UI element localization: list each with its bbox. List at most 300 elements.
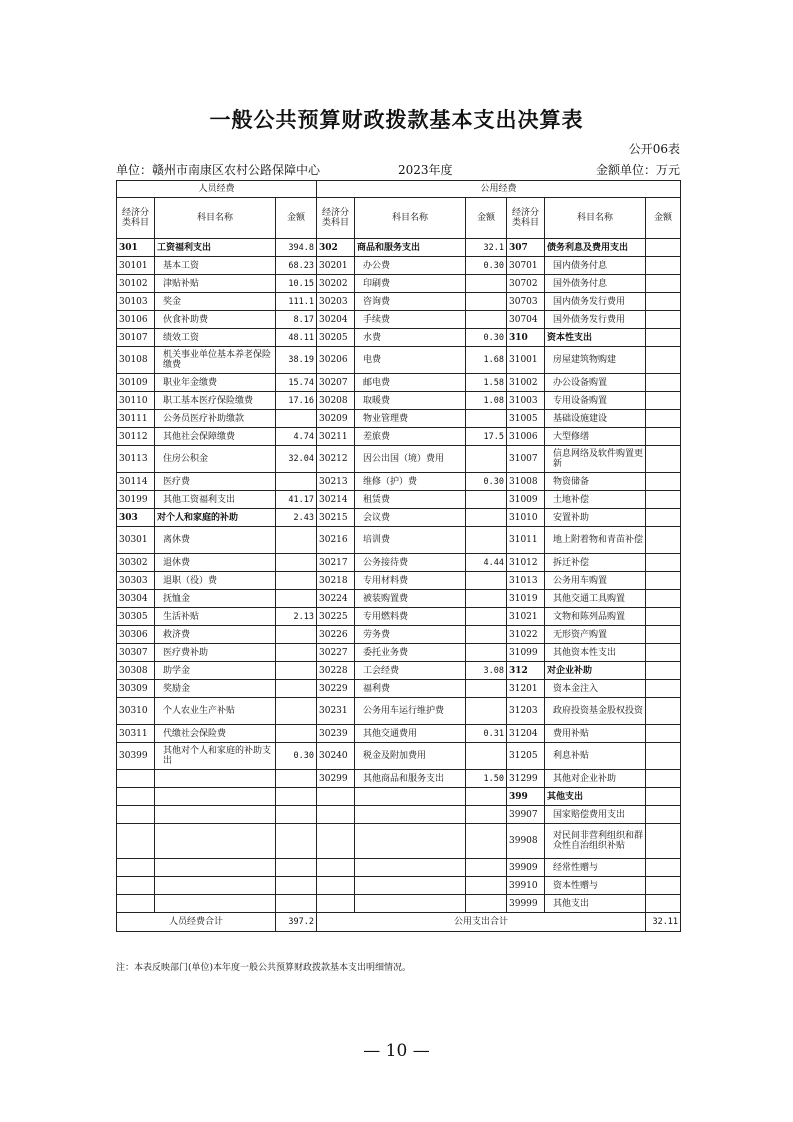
table-code: 公开06表 — [628, 142, 680, 156]
cell-name: 其他交通工具购置 — [545, 590, 646, 608]
cell-code: 31299 — [507, 770, 545, 788]
cell-amount — [466, 410, 507, 428]
table-row — [117, 428, 681, 446]
table-row — [117, 770, 681, 788]
cell-name: 国内债务付息 — [545, 257, 646, 275]
cell-amount: 0.30 — [466, 473, 507, 491]
cell-name: 公务员医疗补助缴款 — [155, 410, 276, 428]
cell-name — [155, 788, 276, 806]
cell-code: 30702 — [507, 275, 545, 293]
cell-name — [155, 770, 276, 788]
cell-name: 其他支出 — [545, 895, 646, 913]
cell-code: 30213 — [317, 473, 355, 491]
cell-amount — [276, 824, 317, 859]
cell-amount — [646, 824, 681, 859]
cell-code: 30215 — [317, 509, 355, 527]
report-year: 2023年度 — [398, 163, 453, 177]
cell-code: 30304 — [117, 590, 155, 608]
cell-amount — [646, 554, 681, 572]
cell-amount — [646, 572, 681, 590]
cell-amount — [466, 626, 507, 644]
cell-amount: 1.08 — [466, 392, 507, 410]
cell-name: 资本金注入 — [545, 680, 646, 698]
cell-code: 39907 — [507, 806, 545, 824]
table-row — [117, 626, 681, 644]
cell-amount: 17.16 — [276, 392, 317, 410]
cell-name — [155, 859, 276, 877]
cell-code: 301 — [117, 239, 155, 257]
cell-amount — [646, 293, 681, 311]
cell-name: 培训费 — [355, 527, 466, 554]
cell-code: 31099 — [507, 644, 545, 662]
cell-code: 30207 — [317, 374, 355, 392]
cell-code: 30703 — [507, 293, 545, 311]
table-row — [117, 824, 681, 859]
cell-amount: 10.15 — [276, 275, 317, 293]
cell-name: 对个人和家庭的补助 — [155, 509, 276, 527]
cell-code: 30224 — [317, 590, 355, 608]
cell-amount — [646, 392, 681, 410]
col-header-amount: 金额 — [466, 198, 507, 239]
cell-code: 30302 — [117, 554, 155, 572]
table-row — [117, 293, 681, 311]
cell-code: 30203 — [317, 293, 355, 311]
total-public-value: 32.11 — [646, 913, 681, 932]
cell-name: 利息补贴 — [545, 743, 646, 770]
table-row — [117, 374, 681, 392]
col-header-code: 经济分类科目 — [117, 198, 155, 239]
cell-name: 商品和服务支出 — [355, 239, 466, 257]
cell-name: 房屋建筑物购建 — [545, 347, 646, 374]
cell-name: 国家赔偿费用支出 — [545, 806, 646, 824]
cell-code — [317, 895, 355, 913]
table-row — [117, 239, 681, 257]
cell-name — [155, 877, 276, 895]
table-row — [117, 788, 681, 806]
cell-amount — [466, 698, 507, 725]
cell-code: 30704 — [507, 311, 545, 329]
table-row — [117, 680, 681, 698]
table-row — [117, 806, 681, 824]
cell-code — [317, 788, 355, 806]
cell-amount — [276, 806, 317, 824]
cell-code: 30229 — [317, 680, 355, 698]
cell-name — [155, 806, 276, 824]
cell-code: 31003 — [507, 392, 545, 410]
cell-name — [355, 788, 466, 806]
cell-code: 30311 — [117, 725, 155, 743]
reporting-unit: 单位：赣州市南康区农村公路保障中心 — [116, 163, 321, 177]
cell-code: 30309 — [117, 680, 155, 698]
cell-name: 电费 — [355, 347, 466, 374]
table-row — [117, 446, 681, 473]
cell-amount: 1.58 — [466, 374, 507, 392]
cell-name: 拆迁补偿 — [545, 554, 646, 572]
group-header-personnel: 人员经费 — [117, 181, 317, 198]
cell-code — [317, 877, 355, 895]
cell-amount: 48.11 — [276, 329, 317, 347]
cell-amount — [276, 590, 317, 608]
table-row — [117, 572, 681, 590]
cell-amount — [646, 644, 681, 662]
cell-name: 经常性赠与 — [545, 859, 646, 877]
table-row — [117, 392, 681, 410]
cell-code: 31013 — [507, 572, 545, 590]
cell-amount — [646, 329, 681, 347]
cell-name: 专用设备购置 — [545, 392, 646, 410]
cell-code: 31005 — [507, 410, 545, 428]
cell-name: 对民间非营利组织和群众性自治组织补贴 — [545, 824, 646, 859]
cell-code — [117, 895, 155, 913]
cell-code: 30305 — [117, 608, 155, 626]
cell-name: 个人农业生产补贴 — [155, 698, 276, 725]
cell-code: 30208 — [317, 392, 355, 410]
cell-amount — [646, 590, 681, 608]
cell-name: 资本性支出 — [545, 329, 646, 347]
col-header-code: 经济分类科目 — [507, 198, 545, 239]
cell-name: 大型修缮 — [545, 428, 646, 446]
cell-name: 其他工资福利支出 — [155, 491, 276, 509]
cell-name: 水费 — [355, 329, 466, 347]
table-row — [117, 347, 681, 374]
cell-code: 30231 — [317, 698, 355, 725]
cell-name: 工资福利支出 — [155, 239, 276, 257]
cell-amount — [646, 743, 681, 770]
cell-code — [117, 770, 155, 788]
col-header-name: 科目名称 — [545, 198, 646, 239]
col-header-amount: 金额 — [646, 198, 681, 239]
table-row — [117, 608, 681, 626]
cell-name: 退休费 — [155, 554, 276, 572]
cell-code: 30214 — [317, 491, 355, 509]
cell-name: 津贴补贴 — [155, 275, 276, 293]
cell-name: 物资储备 — [545, 473, 646, 491]
cell-amount — [466, 644, 507, 662]
cell-name: 资本性赠与 — [545, 877, 646, 895]
cell-name: 代缴社会保险费 — [155, 725, 276, 743]
cell-name: 信息网络及软件购置更新 — [545, 446, 646, 473]
cell-code: 399 — [507, 788, 545, 806]
table-row — [117, 473, 681, 491]
cell-amount — [646, 239, 681, 257]
cell-name: 办公费 — [355, 257, 466, 275]
cell-name: 生活补贴 — [155, 608, 276, 626]
cell-code: 30201 — [317, 257, 355, 275]
cell-code: 31201 — [507, 680, 545, 698]
cell-code: 31008 — [507, 473, 545, 491]
cell-name: 其他社会保障缴费 — [155, 428, 276, 446]
cell-amount: 3.08 — [466, 662, 507, 680]
cell-code: 31019 — [507, 590, 545, 608]
cell-amount: 41.17 — [276, 491, 317, 509]
cell-code: 30108 — [117, 347, 155, 374]
cell-name: 奖励金 — [155, 680, 276, 698]
cell-code: 39908 — [507, 824, 545, 859]
cell-code — [117, 877, 155, 895]
cell-name: 对企业补助 — [545, 662, 646, 680]
cell-name: 土地补偿 — [545, 491, 646, 509]
cell-amount: 38.19 — [276, 347, 317, 374]
cell-name: 邮电费 — [355, 374, 466, 392]
cell-code: 303 — [117, 509, 155, 527]
cell-code: 31010 — [507, 509, 545, 527]
amount-unit: 金额单位：万元 — [595, 163, 680, 177]
cell-name: 救济费 — [155, 626, 276, 644]
cell-amount — [276, 554, 317, 572]
cell-code: 310 — [507, 329, 545, 347]
cell-code — [317, 859, 355, 877]
cell-name: 职业年金缴费 — [155, 374, 276, 392]
cell-amount — [646, 311, 681, 329]
cell-name: 专用材料费 — [355, 572, 466, 590]
cell-name: 政府投资基金股权投资 — [545, 698, 646, 725]
cell-name: 无形资产购置 — [545, 626, 646, 644]
cell-name: 安置补助 — [545, 509, 646, 527]
cell-amount — [646, 446, 681, 473]
cell-code: 30399 — [117, 743, 155, 770]
cell-amount: 2.43 — [276, 509, 317, 527]
cell-code: 31001 — [507, 347, 545, 374]
cell-name: 因公出国（境）费用 — [355, 446, 466, 473]
cell-code: 30204 — [317, 311, 355, 329]
col-header-name: 科目名称 — [155, 198, 276, 239]
cell-code: 30303 — [117, 572, 155, 590]
cell-amount: 15.74 — [276, 374, 317, 392]
cell-amount — [276, 698, 317, 725]
cell-code: 30301 — [117, 527, 155, 554]
cell-code — [117, 806, 155, 824]
cell-code: 30216 — [317, 527, 355, 554]
cell-code: 31022 — [507, 626, 545, 644]
cell-name: 劳务费 — [355, 626, 466, 644]
cell-name: 费用补贴 — [545, 725, 646, 743]
cell-amount — [466, 788, 507, 806]
cell-code — [317, 824, 355, 859]
footnote: 注：本表反映部门(单位)本年度一般公共预算财政拨款基本支出明细情况。 — [116, 963, 412, 973]
cell-amount — [276, 626, 317, 644]
cell-amount — [466, 491, 507, 509]
cell-name: 地上附着物和青苗补偿 — [545, 527, 646, 554]
cell-amount — [646, 527, 681, 554]
cell-name: 维修（护）费 — [355, 473, 466, 491]
cell-amount — [646, 662, 681, 680]
cell-code: 30217 — [317, 554, 355, 572]
table-row — [117, 662, 681, 680]
cell-name: 公务用车购置 — [545, 572, 646, 590]
cell-name: 职工基本医疗保险缴费 — [155, 392, 276, 410]
total-personnel-label: 人员经费合计 — [117, 913, 276, 932]
cell-name — [355, 806, 466, 824]
cell-name: 基本工资 — [155, 257, 276, 275]
cell-name: 其他交通费用 — [355, 725, 466, 743]
cell-code: 31204 — [507, 725, 545, 743]
cell-amount — [466, 527, 507, 554]
table-row — [117, 257, 681, 275]
cell-amount — [276, 859, 317, 877]
col-header-amount: 金额 — [276, 198, 317, 239]
cell-code: 30239 — [317, 725, 355, 743]
cell-code: 30113 — [117, 446, 155, 473]
total-personnel-value: 397.2 — [276, 913, 317, 932]
cell-code: 30299 — [317, 770, 355, 788]
cell-name: 退职（役）费 — [155, 572, 276, 590]
cell-code: 31006 — [507, 428, 545, 446]
cell-name — [355, 877, 466, 895]
table-row — [117, 275, 681, 293]
cell-code: 30114 — [117, 473, 155, 491]
cell-amount — [276, 527, 317, 554]
cell-name: 医疗费补助 — [155, 644, 276, 662]
table-row — [117, 410, 681, 428]
cell-code: 31203 — [507, 698, 545, 725]
table-row — [117, 877, 681, 895]
table-row — [117, 644, 681, 662]
cell-amount — [466, 859, 507, 877]
cell-name — [155, 824, 276, 859]
cell-amount: 8.17 — [276, 311, 317, 329]
cell-amount — [646, 275, 681, 293]
cell-code: 39910 — [507, 877, 545, 895]
cell-name: 机关事业单位基本养老保险缴费 — [155, 347, 276, 374]
cell-name: 租赁费 — [355, 491, 466, 509]
cell-code: 30218 — [317, 572, 355, 590]
cell-amount — [646, 806, 681, 824]
cell-name: 公务用车运行维护费 — [355, 698, 466, 725]
cell-amount — [646, 859, 681, 877]
cell-amount — [646, 770, 681, 788]
table-row — [117, 554, 681, 572]
cell-amount — [466, 590, 507, 608]
cell-amount — [466, 293, 507, 311]
cell-code: 31009 — [507, 491, 545, 509]
cell-code: 31012 — [507, 554, 545, 572]
cell-amount — [646, 428, 681, 446]
cell-code: 30101 — [117, 257, 155, 275]
cell-code: 30111 — [117, 410, 155, 428]
cell-code: 31002 — [507, 374, 545, 392]
cell-amount — [466, 743, 507, 770]
cell-amount: 4.74 — [276, 428, 317, 446]
cell-name: 国外债务付息 — [545, 275, 646, 293]
cell-code: 30310 — [117, 698, 155, 725]
table-row — [117, 725, 681, 743]
cell-code: 30228 — [317, 662, 355, 680]
cell-code: 30226 — [317, 626, 355, 644]
cell-amount: 0.30 — [466, 329, 507, 347]
cell-code: 39999 — [507, 895, 545, 913]
cell-name: 绩效工资 — [155, 329, 276, 347]
expenditure-table — [116, 180, 681, 932]
cell-name: 会议费 — [355, 509, 466, 527]
cell-name: 印刷费 — [355, 275, 466, 293]
cell-name: 离休费 — [155, 527, 276, 554]
cell-code: 30112 — [117, 428, 155, 446]
cell-code: 30109 — [117, 374, 155, 392]
cell-code — [117, 824, 155, 859]
cell-name: 咨询费 — [355, 293, 466, 311]
cell-amount — [466, 572, 507, 590]
cell-name: 被装购置费 — [355, 590, 466, 608]
cell-name: 其他对个人和家庭的补助支出 — [155, 743, 276, 770]
cell-code: 30106 — [117, 311, 155, 329]
cell-name: 伙食补助费 — [155, 311, 276, 329]
cell-name: 专用燃料费 — [355, 608, 466, 626]
cell-code: 307 — [507, 239, 545, 257]
cell-amount — [646, 725, 681, 743]
cell-amount — [646, 698, 681, 725]
cell-amount — [276, 680, 317, 698]
cell-amount — [276, 770, 317, 788]
cell-name: 其他支出 — [545, 788, 646, 806]
cell-amount — [646, 257, 681, 275]
cell-name: 住房公积金 — [155, 446, 276, 473]
cell-amount — [646, 680, 681, 698]
cell-amount — [646, 374, 681, 392]
table-row — [117, 743, 681, 770]
cell-name: 国内债务发行费用 — [545, 293, 646, 311]
table-row — [117, 859, 681, 877]
cell-amount — [646, 626, 681, 644]
cell-name: 奖金 — [155, 293, 276, 311]
cell-code: 30701 — [507, 257, 545, 275]
cell-name: 税金及附加费用 — [355, 743, 466, 770]
cell-code: 312 — [507, 662, 545, 680]
cell-amount: 32.1 — [466, 239, 507, 257]
cell-amount — [646, 473, 681, 491]
cell-code: 30225 — [317, 608, 355, 626]
cell-amount — [276, 572, 317, 590]
cell-code — [317, 806, 355, 824]
cell-amount — [646, 608, 681, 626]
cell-code: 30306 — [117, 626, 155, 644]
cell-name: 国外债务发行费用 — [545, 311, 646, 329]
cell-name — [355, 895, 466, 913]
cell-name: 取暖费 — [355, 392, 466, 410]
cell-amount — [646, 877, 681, 895]
table-row — [117, 895, 681, 913]
cell-amount — [466, 446, 507, 473]
cell-code: 30205 — [317, 329, 355, 347]
cell-amount — [466, 275, 507, 293]
table-row — [117, 509, 681, 527]
cell-amount: 0.30 — [276, 743, 317, 770]
cell-code — [117, 788, 155, 806]
cell-amount: 0.30 — [466, 257, 507, 275]
cell-name: 差旅费 — [355, 428, 466, 446]
cell-name: 其他资本性支出 — [545, 644, 646, 662]
cell-name: 委托业务费 — [355, 644, 466, 662]
cell-name: 工会经费 — [355, 662, 466, 680]
table-row — [117, 527, 681, 554]
cell-code: 30206 — [317, 347, 355, 374]
cell-name: 公务接待费 — [355, 554, 466, 572]
cell-code: 31205 — [507, 743, 545, 770]
cell-amount — [276, 644, 317, 662]
cell-name: 其他对企业补助 — [545, 770, 646, 788]
cell-amount: 68.23 — [276, 257, 317, 275]
cell-code: 30209 — [317, 410, 355, 428]
cell-name: 手续费 — [355, 311, 466, 329]
cell-amount — [466, 311, 507, 329]
cell-name: 债务利息及费用支出 — [545, 239, 646, 257]
cell-amount — [646, 491, 681, 509]
col-header-name: 科目名称 — [355, 198, 466, 239]
page-number: — 10 — — [363, 1041, 430, 1061]
cell-amount — [276, 877, 317, 895]
col-header-code: 经济分类科目 — [317, 198, 355, 239]
cell-name: 助学金 — [155, 662, 276, 680]
cell-amount — [646, 347, 681, 374]
